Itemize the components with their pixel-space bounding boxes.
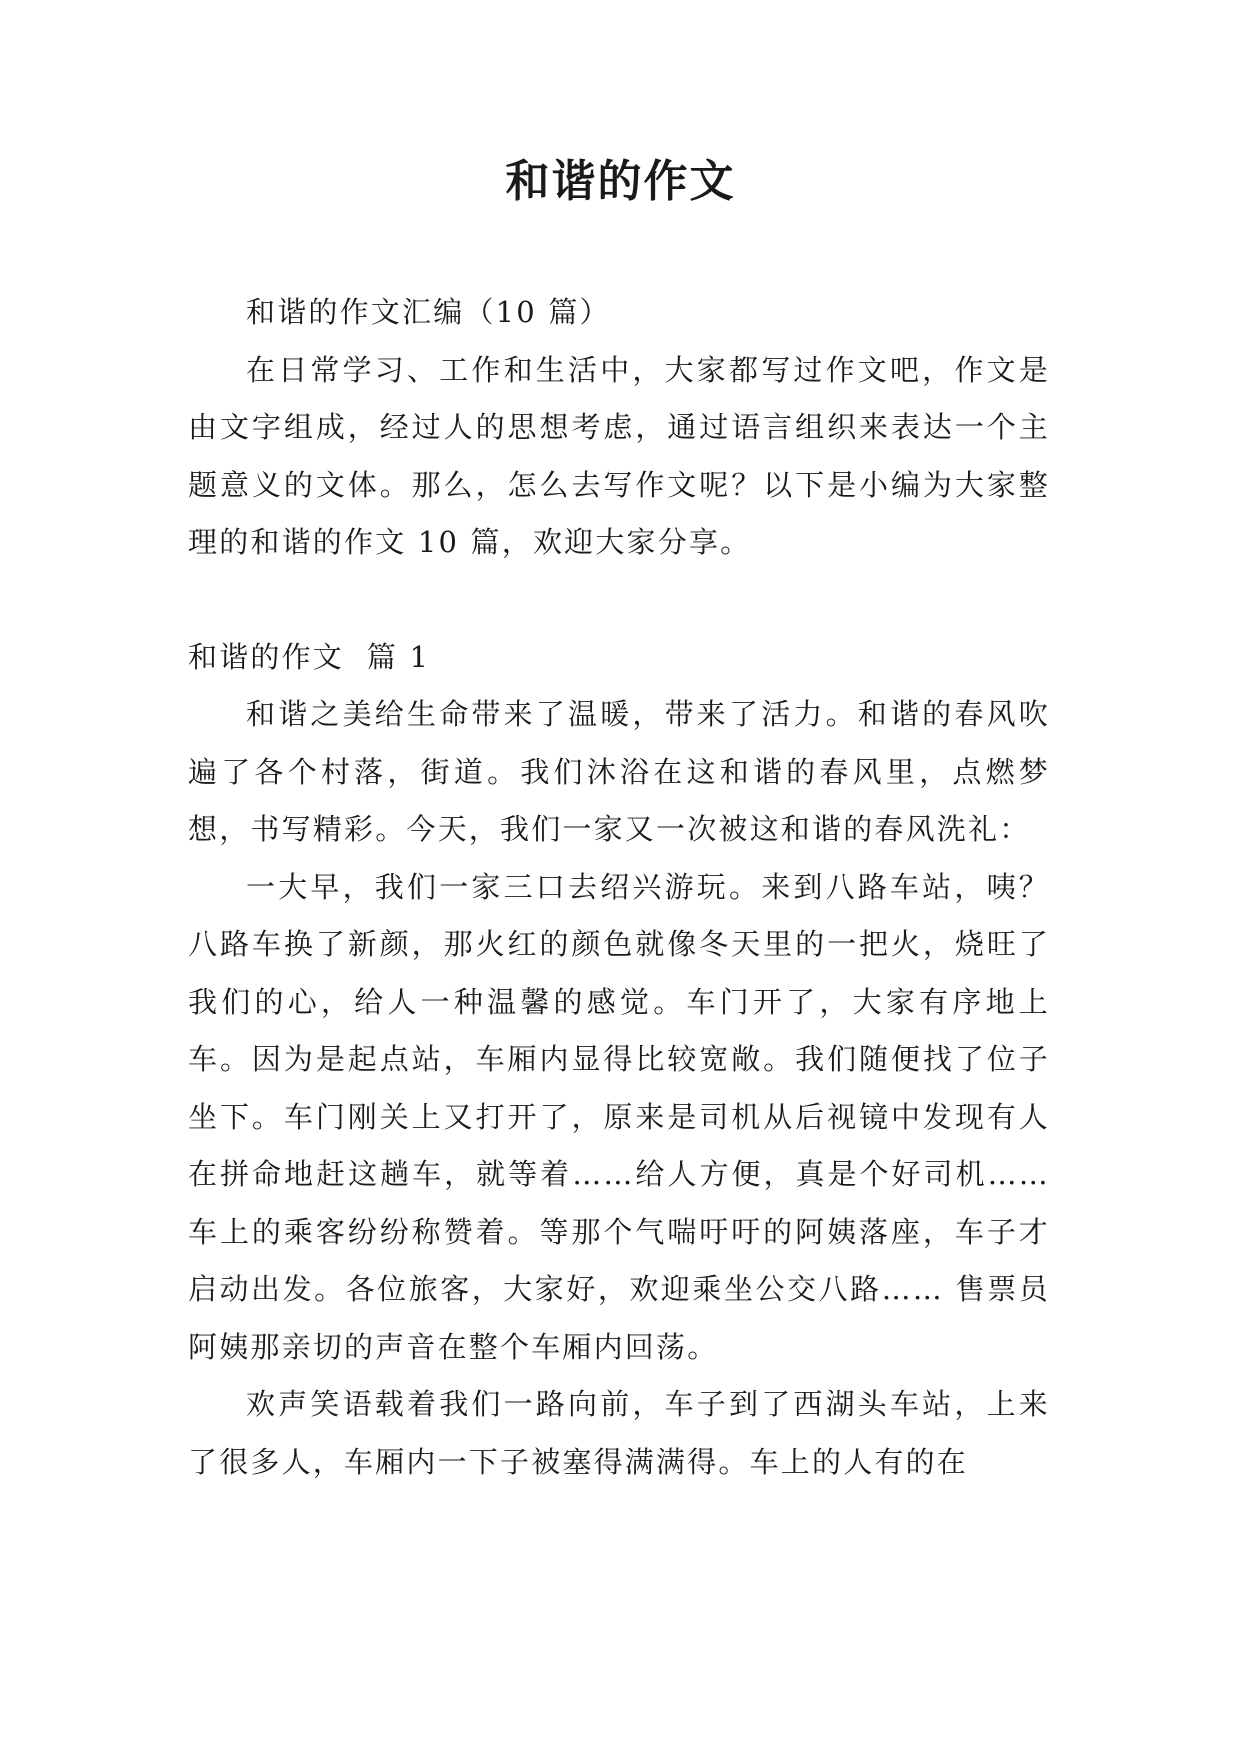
intro-paragraph: 在日常学习、工作和生活中，大家都写过作文吧，作文是由文字组成，经过人的思想考虑，通过语言组织来表达一个主题意义的文体。那么，怎么去写作文呢？以下是小编为大家整理的和谐的作文 10 篇，欢迎大家分享。 (188, 352, 1050, 559)
document-title: 和谐的作文 (505, 156, 736, 207)
document-body (188, 284, 1050, 1491)
section-heading: 和谐的作文 篇 1 (188, 639, 431, 674)
paragraph: 和谐之美给生命带来了温暖，带来了活力。和谐的春风吹遍了各个村落，街道。我们沐浴在这和谐的春风里，点燃梦想，书写精彩。今天，我们一家又一次被这和谐的春风洗礼： (188, 697, 1050, 846)
document-subtitle: 和谐的作文汇编（10 篇） (246, 295, 611, 329)
paragraph: 欢声笑语载着我们一路向前，车子到了西湖头车站，上来了很多人，车厢内一下子被塞得满满得。车上的人有的在 (188, 1387, 1050, 1479)
paragraph: 一大早，我们一家三口去绍兴游玩。来到八路车站，咦？八路车换了新颜，那火红的颜色就像冬天里的一把火，烧旺了我们的心，给人一种温馨的感觉。车门开了，大家有序地上车。因为是起点站，车厢内显得比较宽敞。我们随便找了位子坐下。车门刚关上又打开了，原来是司机从后视镜中发现有人在拼命地赶这趟车，就等着……给人方便，真是个好司机…… 车上的乘客纷纷称赞着。等那个气喘吁吁的阿姨落座，车子才启动出发。各位旅客，大家好，欢迎乘坐公交八路…… 售票员阿姨那亲切的声音在整个车厢内回荡。 (188, 869, 1050, 1364)
